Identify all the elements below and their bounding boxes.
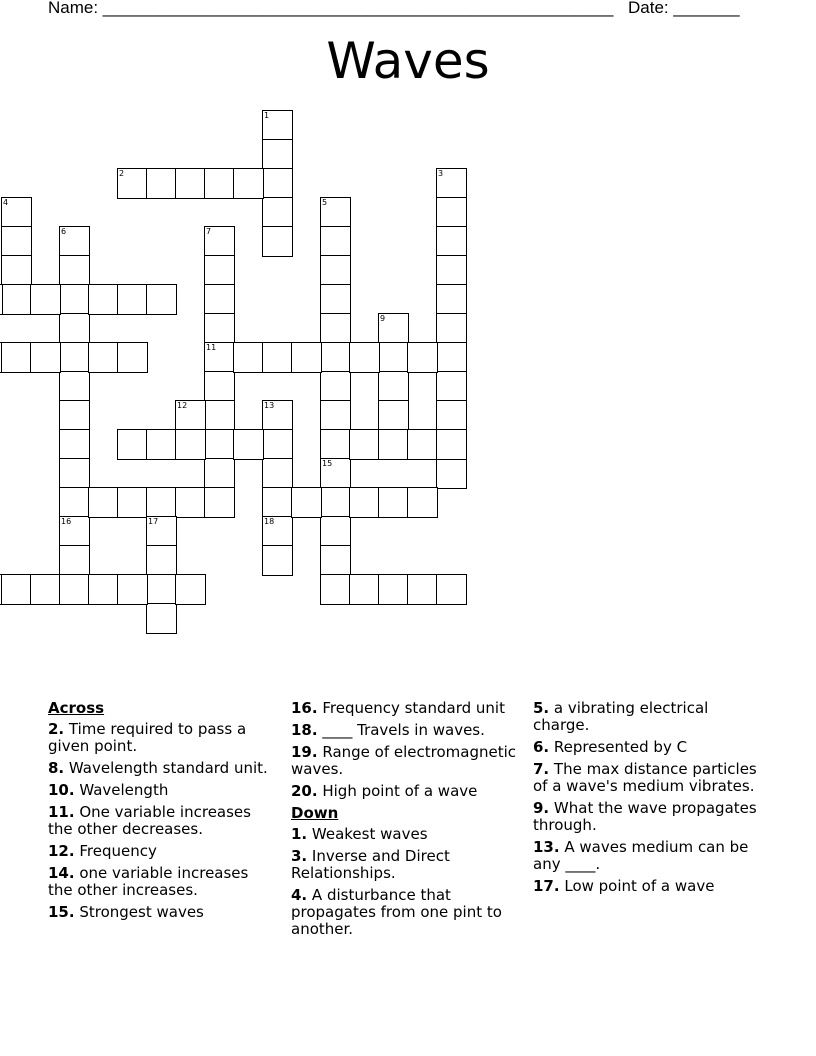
crossword-cell[interactable]: [59, 487, 90, 518]
crossword-cell[interactable]: [146, 545, 177, 576]
page-title: Waves: [326, 32, 490, 90]
clue-text: High point of a wave: [317, 782, 478, 800]
clue-number: 2: [119, 169, 125, 178]
crossword-cell[interactable]: [320, 574, 351, 605]
crossword-cell[interactable]: [233, 429, 264, 460]
clue-text: What the wave propagates through.: [533, 799, 757, 834]
crossword-cell[interactable]: [262, 110, 293, 141]
crossword-cell[interactable]: [320, 458, 351, 489]
crossword-cell[interactable]: [59, 371, 90, 402]
crossword-cell[interactable]: [175, 574, 206, 605]
clue-text: Inverse and Direct Relationships.: [291, 847, 450, 882]
crossword-cell[interactable]: [378, 371, 409, 402]
clue-label: 13.: [533, 838, 560, 856]
crossword-cell[interactable]: [320, 342, 351, 373]
crossword-cell[interactable]: [1, 255, 32, 286]
crossword-cell[interactable]: [117, 487, 148, 518]
crossword-cell[interactable]: [117, 574, 148, 605]
crossword-cell[interactable]: [204, 371, 235, 402]
crossword-cell[interactable]: [175, 429, 206, 460]
crossword-cell[interactable]: [320, 487, 351, 518]
section-heading: Down: [291, 804, 339, 822]
crossword-cell[interactable]: [436, 429, 467, 460]
crossword-cell[interactable]: [59, 545, 90, 576]
crossword-cell[interactable]: [378, 400, 409, 431]
clue: [48, 843, 273, 860]
clue: [48, 904, 273, 921]
crossword-cell[interactable]: [30, 284, 61, 315]
crossword-cell[interactable]: [204, 429, 235, 460]
crossword-cell[interactable]: [262, 226, 293, 257]
clue-text: ____ Travels in waves.: [317, 721, 485, 739]
crossword-cell[interactable]: [262, 545, 293, 576]
clue-text: Wavelength standard unit.: [64, 759, 268, 777]
clue: [48, 782, 273, 799]
clue-text: Strongest waves: [74, 903, 204, 921]
crossword-cell[interactable]: [262, 458, 293, 489]
crossword-cell[interactable]: [320, 400, 351, 431]
clue-label: 2.: [48, 720, 65, 738]
clue: [48, 721, 273, 755]
clue: [533, 739, 768, 756]
name-line: Name: ______________________________________________________: [48, 0, 614, 17]
crossword-cell[interactable]: [1, 284, 32, 315]
clue-label: 3.: [291, 847, 308, 865]
crossword-cell[interactable]: [233, 342, 264, 373]
crossword-cell[interactable]: [0, 284, 3, 315]
crossword-cell[interactable]: [204, 342, 235, 373]
crossword-cell[interactable]: [59, 255, 90, 286]
clue-text: Represented by C: [549, 738, 688, 756]
clue: [291, 848, 521, 882]
crossword-cell[interactable]: [407, 342, 438, 373]
crossword-cell[interactable]: [378, 313, 409, 344]
crossword-cell[interactable]: [262, 516, 293, 547]
crossword-cell[interactable]: [1, 226, 32, 257]
crossword-cell[interactable]: [349, 487, 380, 518]
crossword-cell[interactable]: [30, 342, 61, 373]
crossword-cell[interactable]: [117, 284, 148, 315]
crossword-cell[interactable]: [436, 342, 467, 373]
clue-text: A disturbance that propagates from one pint to another.: [291, 886, 502, 938]
clue-label: 7.: [533, 760, 550, 778]
clue-number: 15: [322, 459, 333, 468]
crossword-cell[interactable]: [320, 284, 351, 315]
crossword-cell[interactable]: [204, 400, 235, 431]
crossword-cell[interactable]: [146, 429, 177, 460]
clue-text: A waves medium can be any ____.: [533, 838, 749, 873]
crossword-cell[interactable]: [436, 574, 467, 605]
crossword-cell[interactable]: [349, 342, 380, 373]
clue: [533, 800, 768, 834]
clue-number: 12: [177, 401, 188, 410]
date-line: Date: _______: [628, 0, 740, 17]
crossword-cell[interactable]: [117, 342, 148, 373]
clue-label: 16.: [291, 699, 318, 717]
clue-label: 18.: [291, 721, 318, 739]
crossword-cell[interactable]: [436, 226, 467, 257]
crossword-cell[interactable]: [320, 197, 351, 228]
crossword-cell[interactable]: [146, 487, 177, 518]
crossword-cell[interactable]: [204, 487, 235, 518]
crossword-cell[interactable]: [349, 429, 380, 460]
crossword-cell[interactable]: [59, 458, 90, 489]
clue: [291, 722, 521, 739]
crossword-cell[interactable]: [378, 487, 409, 518]
crossword-cell[interactable]: [204, 168, 235, 199]
crossword-cell[interactable]: [146, 168, 177, 199]
clue-number: 11: [206, 343, 217, 352]
clue-label: 17.: [533, 877, 560, 895]
clue-text: Frequency standard unit: [317, 699, 505, 717]
crossword-cell[interactable]: [291, 487, 322, 518]
clue-number: 1: [264, 111, 270, 120]
crossword-cell[interactable]: [117, 429, 148, 460]
crossword-cell[interactable]: [146, 516, 177, 547]
crossword-cell[interactable]: [59, 313, 90, 344]
clue-label: 4.: [291, 886, 308, 904]
clue-text: one variable increases the other increases.: [48, 864, 249, 899]
crossword-cell[interactable]: [262, 487, 293, 518]
crossword-cell[interactable]: [175, 400, 206, 431]
crossword-cell[interactable]: [59, 516, 90, 547]
clue: [533, 700, 768, 734]
clues-column-3: [533, 700, 768, 900]
crossword-cell[interactable]: [204, 284, 235, 315]
clue-number: 5: [322, 198, 328, 207]
crossword-cell[interactable]: [262, 139, 293, 170]
clue-text: Wavelength: [74, 781, 169, 799]
crossword-cell[interactable]: [436, 458, 467, 489]
crossword-cell[interactable]: [88, 574, 119, 605]
clue: [291, 700, 521, 717]
crossword-cell[interactable]: [407, 487, 438, 518]
crossword-cell[interactable]: [59, 226, 90, 257]
crossword-cell[interactable]: [320, 313, 351, 344]
crossword-cell[interactable]: [407, 429, 438, 460]
clue-number: 3: [438, 169, 444, 178]
crossword-cell[interactable]: [436, 313, 467, 344]
crossword-cell[interactable]: [262, 342, 293, 373]
crossword-cell[interactable]: [88, 284, 119, 315]
crossword-cell[interactable]: [175, 487, 206, 518]
clue-text: Weakest waves: [307, 825, 428, 843]
crossword-cell[interactable]: [146, 603, 177, 634]
clue-text: The max distance particles of a wave's medium vibrates.: [533, 760, 757, 795]
clue: [291, 744, 521, 778]
crossword-cell[interactable]: [436, 255, 467, 286]
clue: [533, 878, 768, 895]
crossword-cell[interactable]: [88, 487, 119, 518]
clue: [291, 887, 521, 938]
clue-text: a vibrating electrical charge.: [533, 699, 709, 734]
crossword-cell[interactable]: [436, 284, 467, 315]
clue: [533, 761, 768, 795]
clue-label: 9.: [533, 799, 550, 817]
crossword-cell[interactable]: [59, 342, 90, 373]
crossword-cell[interactable]: [378, 342, 409, 373]
crossword-cell[interactable]: [262, 400, 293, 431]
clues-column-1: [48, 700, 273, 926]
crossword-cell[interactable]: [320, 226, 351, 257]
clue-label: 1.: [291, 825, 308, 843]
clue-label: 14.: [48, 864, 75, 882]
clue-number: 9: [380, 314, 386, 323]
crossword-cell[interactable]: [59, 284, 90, 315]
crossword-cell[interactable]: [88, 342, 119, 373]
clue: [291, 783, 521, 800]
crossword-cell[interactable]: [1, 197, 32, 228]
crossword-cell[interactable]: [320, 371, 351, 402]
clue-number: 16: [61, 517, 72, 526]
clue-number: 18: [264, 517, 275, 526]
crossword-cell[interactable]: [320, 516, 351, 547]
crossword-cell[interactable]: [117, 168, 148, 199]
clue-label: 12.: [48, 842, 75, 860]
crossword-cell[interactable]: [204, 226, 235, 257]
crossword-cell[interactable]: [262, 429, 293, 460]
crossword-cell[interactable]: [436, 371, 467, 402]
clue-label: 11.: [48, 803, 75, 821]
crossword-cell[interactable]: [378, 574, 409, 605]
crossword-cell[interactable]: [204, 313, 235, 344]
crossword-cell[interactable]: [436, 168, 467, 199]
clue-text: Frequency: [74, 842, 157, 860]
crossword-cell[interactable]: [378, 429, 409, 460]
crossword-cell[interactable]: [262, 197, 293, 228]
crossword-cell[interactable]: [262, 168, 293, 199]
crossword-cell[interactable]: [59, 429, 90, 460]
clue: [533, 839, 768, 873]
clue: [48, 865, 273, 899]
clue-label: 20.: [291, 782, 318, 800]
clue-number: 17: [148, 517, 159, 526]
crossword-cell[interactable]: [30, 574, 61, 605]
clue-number: 6: [61, 227, 67, 236]
clue-text: Range of electromagnetic waves.: [291, 743, 517, 778]
crossword-cell[interactable]: [436, 197, 467, 228]
crossword-cell[interactable]: [407, 574, 438, 605]
clue-label: 6.: [533, 738, 550, 756]
crossword-cell[interactable]: [204, 255, 235, 286]
crossword-cell[interactable]: [320, 545, 351, 576]
clue-number: 4: [3, 198, 9, 207]
clue-label: 10.: [48, 781, 75, 799]
crossword-cell[interactable]: [146, 284, 177, 315]
crossword-cell[interactable]: [291, 342, 322, 373]
clue: [48, 804, 273, 838]
crossword-cell[interactable]: [436, 400, 467, 431]
clue-label: 15.: [48, 903, 75, 921]
crossword-cell[interactable]: [349, 574, 380, 605]
clue-label: 5.: [533, 699, 550, 717]
clue-number: 7: [206, 227, 212, 236]
section-heading: Across: [48, 699, 105, 717]
crossword-cell[interactable]: [1, 342, 32, 373]
clue-number: 13: [264, 401, 275, 410]
crossword-cell[interactable]: [1, 574, 32, 605]
clue: [48, 760, 273, 777]
clue-text: Time required to pass a given point.: [48, 720, 247, 755]
clue: [291, 826, 521, 843]
clues-column-2: [291, 700, 521, 943]
crossword-cell[interactable]: [320, 255, 351, 286]
crossword-cell[interactable]: [204, 458, 235, 489]
crossword-cell[interactable]: [320, 429, 351, 460]
crossword-cell[interactable]: [59, 400, 90, 431]
clue-label: 8.: [48, 759, 65, 777]
clue-label: 19.: [291, 743, 318, 761]
crossword-cell[interactable]: [175, 168, 206, 199]
crossword-cell[interactable]: [59, 574, 90, 605]
crossword-cell[interactable]: [233, 168, 264, 199]
clue-text: Low point of a wave: [559, 877, 715, 895]
clue-text: One variable increases the other decreases.: [48, 803, 251, 838]
crossword-cell[interactable]: [146, 574, 177, 605]
